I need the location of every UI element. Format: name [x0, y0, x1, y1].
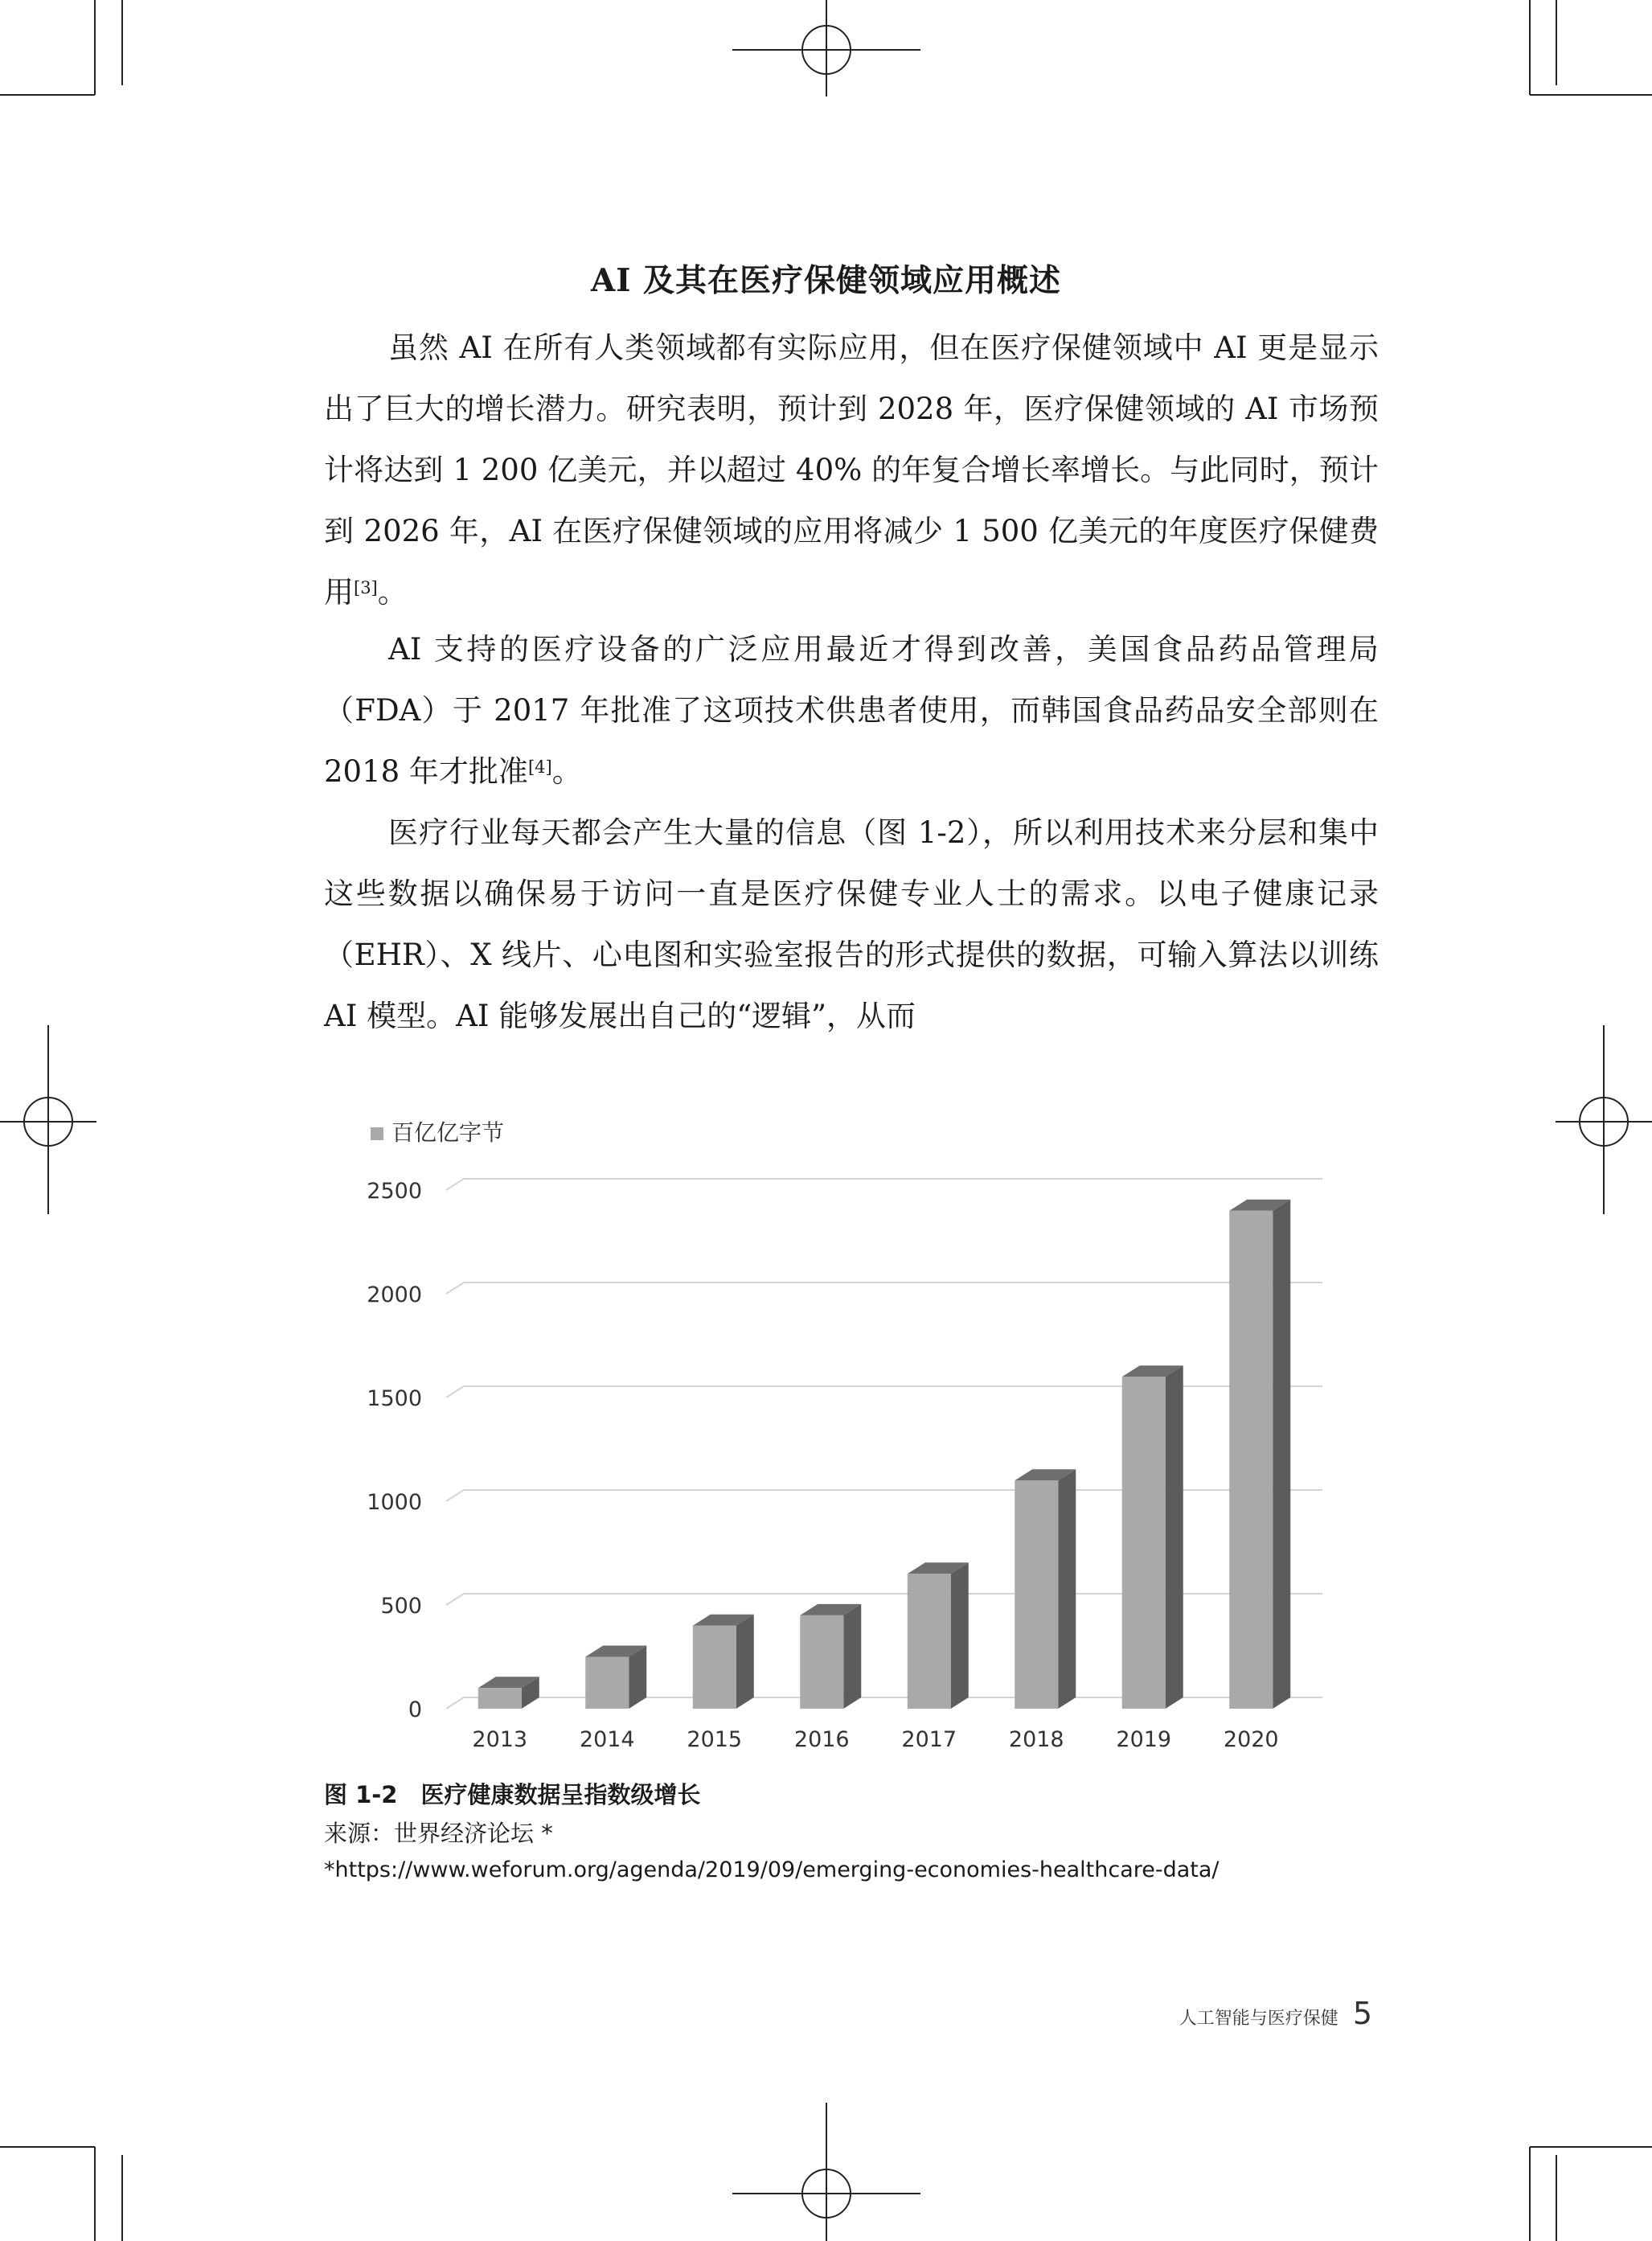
bar-side [1273, 1200, 1290, 1709]
bar [693, 1626, 736, 1709]
gridline [446, 1697, 1322, 1709]
legend-swatch [371, 1127, 383, 1140]
y-tick-label: 1500 [367, 1386, 422, 1411]
bar [1015, 1480, 1058, 1709]
paragraph-1-end: 。 [377, 575, 408, 610]
paragraph-3 [324, 802, 1379, 1047]
paragraph-2-end: 。 [551, 754, 582, 789]
paragraph-3-text: 医疗行业每天都会产生大量的信息（图 1-2），所以利用技术来分层和集中这些数据以确保易于访问一直是医疗保健专业人士的需求。以电子健康记录（EHR）、X 线片、心电图和实验室报告的形式提供的数据，可输入算法以训练 AI 模型。AI 能够发展出自己的“逻辑”，从而 [324, 815, 1379, 1033]
bar [800, 1615, 843, 1709]
paragraph-2-text: AI 支持的医疗设备的广泛应用最近才得到改善，美国食品药品管理局（FDA）于 2017 年批准了这项技术供患者使用，而韩国食品药品安全部则在 2018 年才批准 [324, 632, 1379, 789]
x-tick-label: 2018 [1008, 1727, 1064, 1752]
y-tick-label: 500 [380, 1594, 422, 1619]
gridline [446, 1283, 1322, 1294]
x-tick-label: 2019 [1116, 1727, 1172, 1752]
data-growth-chart [318, 1102, 1347, 1761]
running-footer-title: 人工智能与医疗保健 [1179, 2009, 1338, 2029]
citation-3: [3] [354, 578, 378, 597]
figure-caption: 图 1-2 医疗健康数据呈指数级增长 [324, 1781, 701, 1808]
bar-side [1058, 1469, 1076, 1709]
y-tick-label: 2000 [367, 1283, 422, 1307]
x-tick-label: 2017 [901, 1727, 957, 1752]
figure-source-url: *https://www.weforum.org/agenda/2019/09/emerging-economies-healthcare-data/ [324, 1857, 1220, 1882]
figure-source: 来源：世界经济论坛 * [324, 1820, 553, 1847]
bar [1229, 1211, 1273, 1709]
x-tick-label: 2020 [1223, 1727, 1279, 1752]
paragraph-2 [324, 619, 1379, 802]
x-tick-label: 2015 [687, 1727, 743, 1752]
gridline [446, 1594, 1322, 1605]
bar-side [951, 1562, 969, 1709]
bar [478, 1688, 522, 1709]
bar-side [843, 1604, 861, 1709]
bar [585, 1657, 629, 1709]
legend-label: 百亿亿字节 [391, 1119, 505, 1146]
y-tick-label: 0 [408, 1697, 422, 1722]
y-tick-label: 2500 [367, 1179, 422, 1204]
paragraph-1 [324, 318, 1379, 623]
bar [908, 1574, 951, 1709]
citation-4: [4] [527, 757, 552, 777]
bar [1122, 1377, 1166, 1709]
page-footer [1179, 1996, 1372, 2031]
page-number: 5 [1352, 1996, 1372, 2031]
section-heading: AI 及其在医疗保健领域应用概述 [590, 262, 1062, 299]
y-tick-label: 1000 [367, 1490, 422, 1515]
bar-side [1166, 1365, 1183, 1709]
gridline [446, 1386, 1322, 1398]
paragraph-1-text: 虽然 AI 在所有人类领域都有实际应用，但在医疗保健领域中 AI 更是显示出了巨大的增长潜力。研究表明，预计到 2028 年，医疗保健领域的 AI 市场预计将达到 1 200 亿美元，并以超过 40% 的年复合增长率增长。与此同时，预计到 2026 年，AI 在医疗保健领域的应用将减少 1 500 亿美元的年度医疗保健费用 [324, 330, 1379, 610]
gridline [446, 1490, 1322, 1501]
x-tick-label: 2014 [579, 1727, 635, 1752]
x-tick-label: 2016 [793, 1727, 850, 1752]
x-tick-label: 2013 [472, 1727, 528, 1752]
bar-side [736, 1615, 754, 1709]
gridline [446, 1179, 1322, 1190]
